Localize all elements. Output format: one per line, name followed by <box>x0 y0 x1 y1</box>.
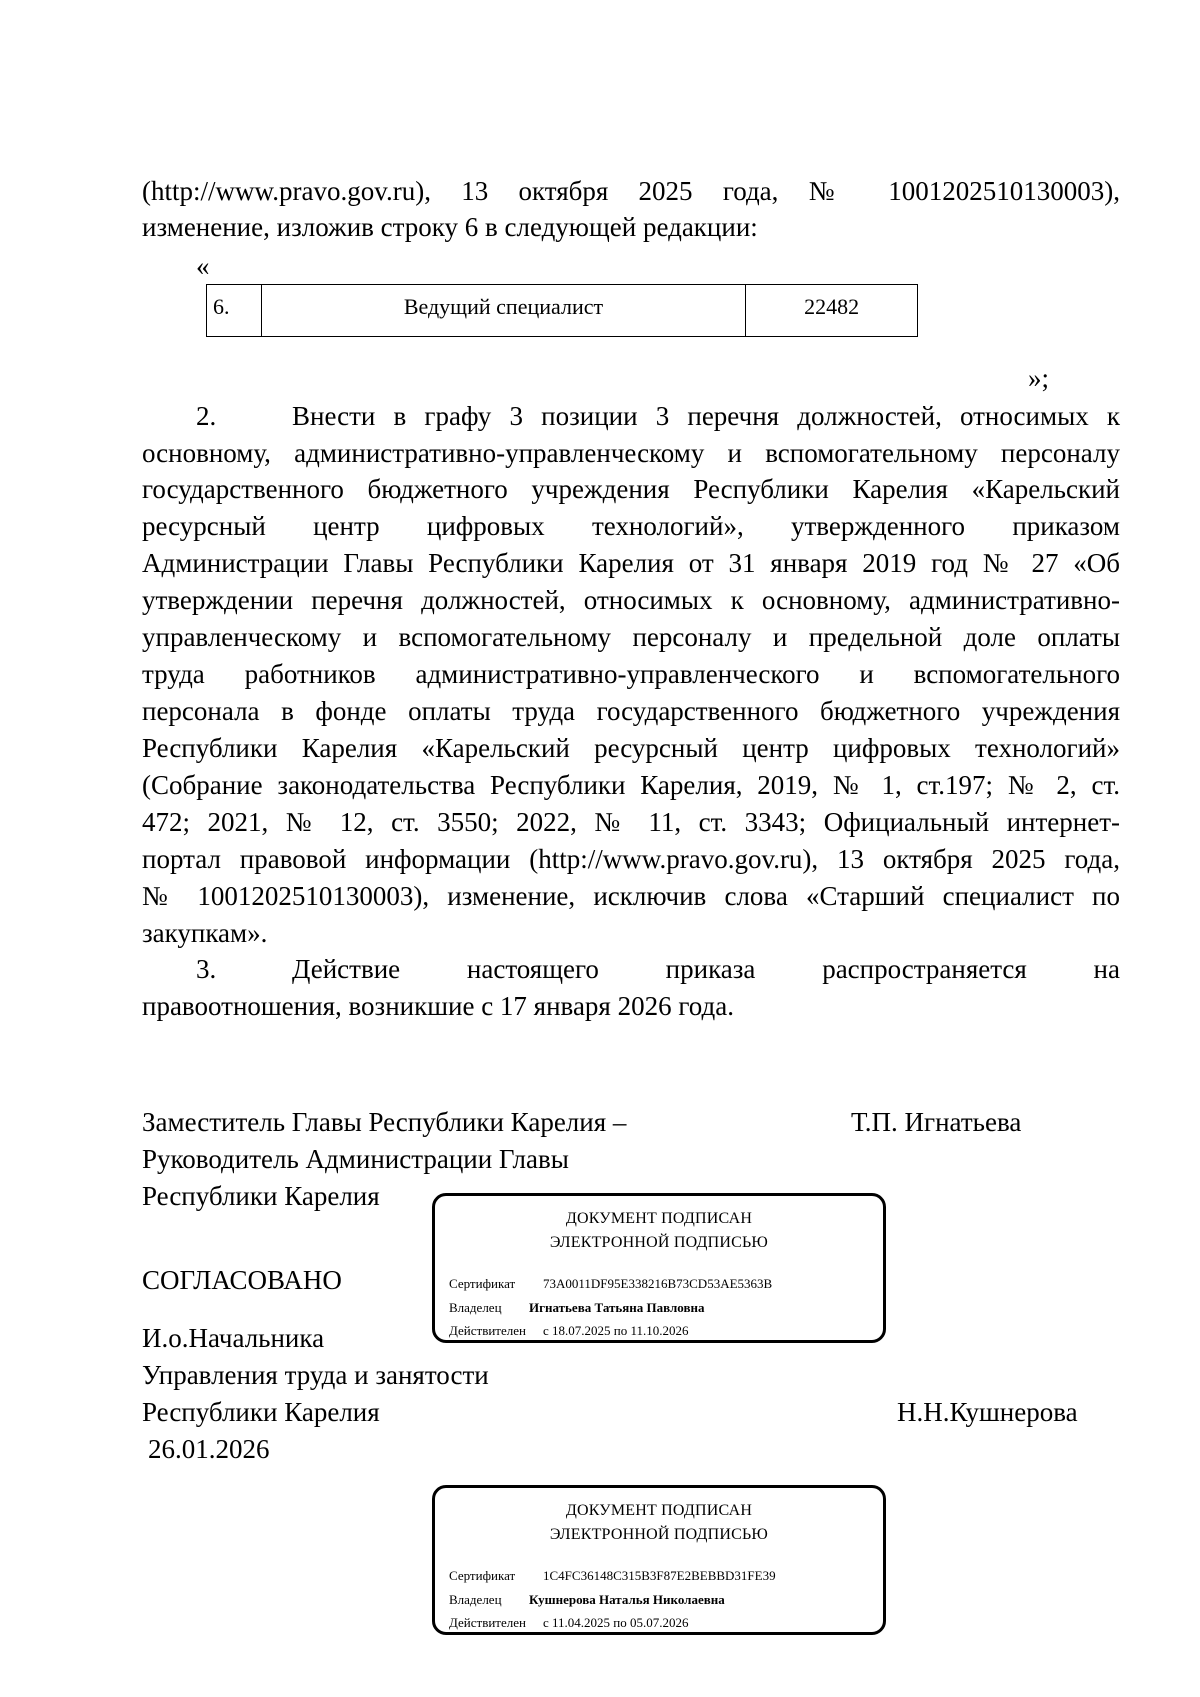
text-line: правоотношения, возникшие с 17 января 2026 года. <box>142 991 734 1021</box>
item-number: 2. <box>196 401 217 431</box>
stamp-label: Действителен <box>449 1615 526 1630</box>
text-line: Республики Карелия «Карельский ресурсный центр цифровых технологий» <box>142 733 1120 763</box>
text-line: № 1001202510130003), изменение, исключив слова «Старший специалист по <box>142 881 1120 911</box>
text-line: Администрации Главы Республики Карелия от 31 января 2019 год № 27 «Об <box>142 548 1120 578</box>
stamp-certificate-row <box>449 1276 772 1292</box>
text-line: закупкам». <box>142 918 268 948</box>
approver-title: И.о.Начальника <box>142 1323 325 1353</box>
stamp-certificate: 73A0011DF95E338216B73CD53AE5363B <box>543 1276 773 1291</box>
text-line: (Собрание законодательства Республики Карелия, 2019, № 1, ст.197; № 2, ст. <box>142 770 1120 800</box>
table-cell-number: 6. <box>207 285 262 337</box>
approval-label: СОГЛАСОВАНО <box>142 1265 342 1295</box>
text-line: государственного бюджетного учреждения Республики Карелия «Карельский <box>142 474 1120 504</box>
stamp-label: Действителен <box>449 1323 526 1338</box>
close-quote: »; <box>1028 363 1050 393</box>
text-line: утверждении перечня должностей, относимых к основному, административно- <box>142 585 1120 615</box>
text-line: труда работников административно-управленческого и вспомогательного <box>142 659 1120 689</box>
text-line: ресурсный центр цифровых технологий», утвержденного приказом <box>142 511 1120 541</box>
text-line: персонала в фонде оплаты труда государственного бюджетного учреждения <box>142 696 1120 726</box>
stamp-label: Сертификат <box>449 1568 516 1583</box>
text-line: Действие настоящего приказа распространяется на <box>292 954 1120 984</box>
stamp-validity: с 11.04.2025 по 05.07.2026 <box>543 1615 689 1630</box>
stamp-validity-row <box>449 1615 689 1631</box>
text-line: 472; 2021, № 12, ст. 3550; 2022, № 11, ст. 3343; Официальный интернет- <box>142 807 1120 837</box>
open-quote: « <box>196 251 210 281</box>
table-row <box>207 285 918 337</box>
signatory-title: Республики Карелия <box>142 1181 380 1211</box>
stamp-validity-row <box>449 1323 689 1339</box>
item-number: 3. <box>196 954 217 984</box>
approver-name: Н.Н.Кушнерова <box>897 1397 1078 1427</box>
approver-title: Управления труда и занятости <box>142 1360 489 1390</box>
stamp-label: Владелец <box>449 1592 502 1607</box>
stamp-owner-row <box>449 1592 725 1608</box>
stamp-certificate-row <box>449 1568 776 1584</box>
text-line: основному, административно-управленческому и вспомогательному персоналу <box>142 438 1120 468</box>
stamp-label: Сертификат <box>449 1276 516 1291</box>
stamp-title: ЭЛЕКТРОННОЙ ПОДПИСЬЮ <box>549 1526 769 1543</box>
signature-stamp <box>432 1193 886 1343</box>
stamp-title: ДОКУМЕНТ ПОДПИСАН <box>565 1210 753 1227</box>
signatory-title: Заместитель Главы Республики Карелия – <box>142 1107 627 1137</box>
signature-stamp <box>432 1485 886 1635</box>
positions-table <box>206 284 918 337</box>
stamp-owner-row <box>449 1300 704 1316</box>
text-line: портал правовой информации (http://www.pravo.gov.ru), 13 октября 2025 года, <box>142 844 1120 874</box>
signatory-title: Руководитель Администрации Главы <box>142 1144 569 1174</box>
approval-date: 26.01.2026 <box>148 1434 270 1464</box>
approver-title: Республики Карелия <box>142 1397 380 1427</box>
stamp-owner: Кушнерова Наталья Николаевна <box>529 1592 725 1607</box>
text-line: (http://www.pravo.gov.ru), 13 октября 2025 года, № 1001202510130003), <box>142 176 1120 206</box>
stamp-title: ДОКУМЕНТ ПОДПИСАН <box>565 1502 753 1519</box>
stamp-validity: с 18.07.2025 по 11.10.2026 <box>543 1323 689 1338</box>
stamp-label: Владелец <box>449 1300 502 1315</box>
table-cell-value: 22482 <box>746 285 918 337</box>
text-line: управленческому и вспомогательному персоналу и предельной доле оплаты <box>142 622 1120 652</box>
table-cell-position: Ведущий специалист <box>261 285 746 337</box>
stamp-title: ЭЛЕКТРОННОЙ ПОДПИСЬЮ <box>549 1234 769 1251</box>
text-line: изменение, изложив строку 6 в следующей редакции: <box>142 212 758 242</box>
text-line: Внести в графу 3 позиции 3 перечня должностей, относимых к <box>292 401 1120 431</box>
signatory-name: Т.П. Игнатьева <box>851 1107 1022 1137</box>
stamp-owner: Игнатьева Татьяна Павловна <box>529 1300 705 1315</box>
stamp-certificate: 1C4FC36148C315B3F87E2BEBBD31FE39 <box>543 1568 776 1583</box>
